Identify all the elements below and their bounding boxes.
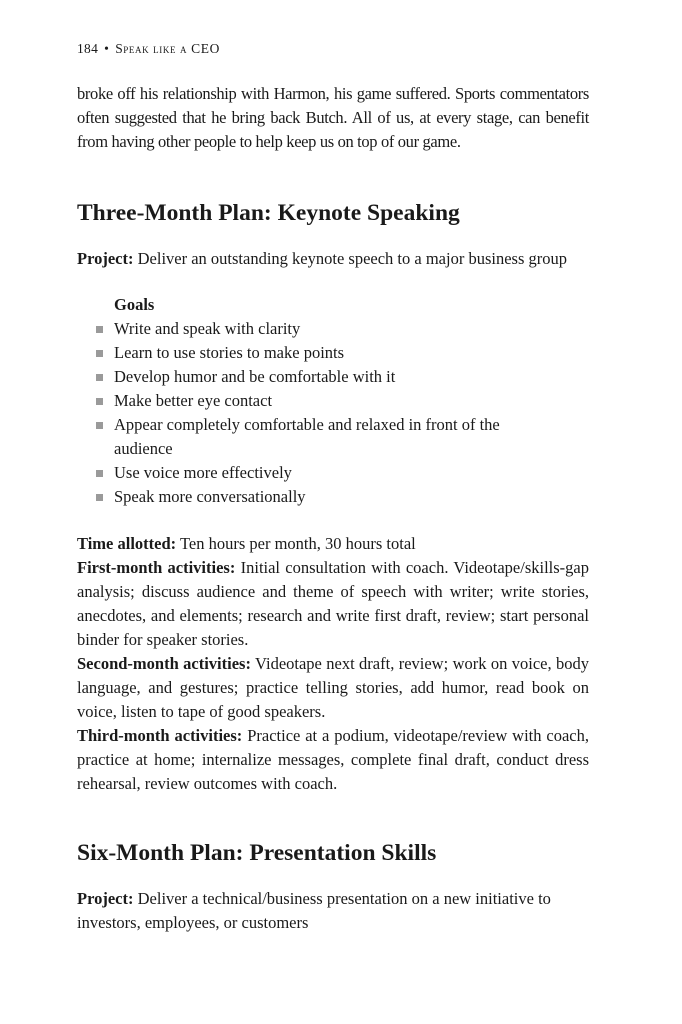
goals-list [92, 317, 562, 509]
time-label: Time allotted: [77, 534, 177, 553]
separator-dot: • [104, 41, 110, 56]
goal-item: Speak more conversationally [92, 485, 562, 509]
goals-list-block [92, 293, 562, 509]
project-label: Project: [77, 889, 134, 908]
square-bullet-icon [96, 494, 103, 501]
page-number: 184 [77, 41, 99, 56]
square-bullet-icon [96, 374, 103, 381]
goal-item: Make better eye contact [92, 389, 562, 413]
intro-paragraph: broke off his relationship with Harmon, his game suffered. Sports commentators often suggested that he bring back Butch. All of us, at every stage, can benefit from having other people to help keep us on top of our game. [77, 84, 589, 151]
goal-item: Learn to use stories to make points [92, 341, 562, 365]
square-bullet-icon [96, 398, 103, 405]
goal-item: Write and speak with clarity [92, 317, 562, 341]
second-month-activities [77, 652, 589, 724]
project-label: Project: [77, 249, 134, 268]
first-label: First-month activities: [77, 558, 236, 577]
project-text: Deliver an outstanding keynote speech to a major business group [133, 249, 567, 268]
square-bullet-icon [96, 422, 103, 429]
third-text: Practice at a podium, videotape/review with coach, practice at home; internalize messages, complete final draft, conduct dress rehearsal, review outcomes with coach. [77, 726, 589, 793]
intro-block [77, 82, 589, 154]
third-label: Third-month activities: [77, 726, 243, 745]
project-text: Deliver a technical/business presentation on a new initiative to investors, employees, or customers [77, 889, 551, 932]
first-month-activities [77, 556, 589, 652]
project-line-keynote [77, 247, 589, 271]
running-head [77, 41, 220, 57]
section-heading-six-month: Six-Month Plan: Presentation Skills [77, 840, 437, 866]
goals-title: Goals [114, 295, 155, 314]
goal-item: Develop humor and be comfortable with it [92, 365, 562, 389]
section-heading-three-month: Three-Month Plan: Keynote Speaking [77, 200, 460, 226]
square-bullet-icon [96, 350, 103, 357]
goal-item: Appear completely comfortable and relaxed in front of the audience [92, 413, 562, 461]
time-text: Ten hours per month, 30 hours total [176, 534, 416, 553]
second-label: Second-month activities: [77, 654, 251, 673]
square-bullet-icon [96, 326, 103, 333]
third-month-activities [77, 724, 589, 796]
time-allotted [77, 532, 589, 556]
activities-block [77, 532, 589, 796]
project-line-presentation [77, 887, 589, 935]
first-text: Initial consultation with coach. Videotape/skills-gap analysis; discuss audience and theme of speech with writer; write stories, anecdotes, and elements; research and write first draft, review; start personal binder for speaker stories. [77, 558, 589, 649]
square-bullet-icon [96, 470, 103, 477]
goal-item: Use voice more effectively [92, 461, 562, 485]
second-text: Videotape next draft, review; work on voice, body language, and gestures; practice telling stories, add humor, read book on voice, listen to tape of good speakers. [77, 654, 589, 721]
book-title: Speak like a CEO [115, 41, 220, 56]
